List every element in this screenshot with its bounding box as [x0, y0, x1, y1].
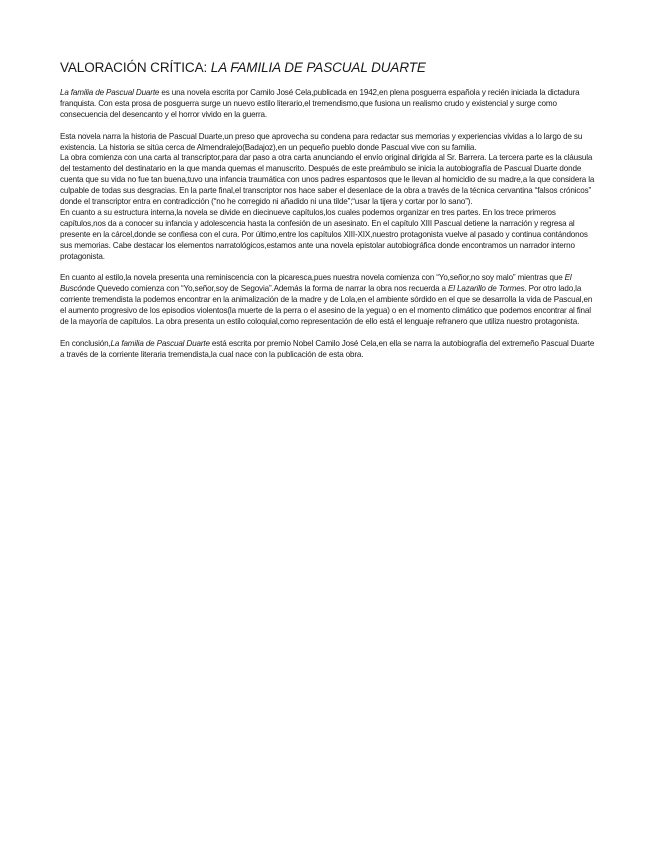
paragraph-gap	[60, 328, 600, 339]
paragraph-text: de Quevedo comienza con “Yo,señor,soy de Segovia”.Además la forma de narrar la obra nos recuerda a	[86, 284, 448, 294]
paragraph-plot: Esta novela narra la historia de Pascual Duarte,un preso que aprovecha su condena para redactar sus memorias y experiencias vividas a lo largo de su existencia. La historia se sitúa cerca de Almendralejo(Badajoz),en un pequeño pueblo donde Pascual vive con su familia.	[60, 131, 583, 152]
paragraph-structure-external: La obra comienza con una carta al transcriptor,para dar paso a otra carta anunciando el envío original dirigida al Sr. Barrera. La tercera parte es la cláusula del testamento del destinatario en la que manda quemas el manuscrito. Después de este preámbulo se inicia la autobiografía de Pascual Duarte donde cuenta que su vida no fue tan buena,tuvo una infancia traumática con unos padres espantosos que le llevan al homicidio de su madre,a la que considera la culpable de todas sus desgracias. En la parte final,el transcriptor nos hace saber el desenlace de la obra a través de la técnica cervantina “falsos crónicos” donde el transcriptor entra en contradicción (“no he corregido ni añadido ni una tilde”;“usar la tijera y cortar por lo sano”).	[60, 153, 595, 207]
paragraph-text: está escrita por premio Nobel Camilo José Cela,en ella se narra la autobiografía del extremeño Pascual Duarte a través de la corriente literaria tremendista,la cual nace con la publicación de esta obra.	[60, 338, 595, 359]
paragraph-gap	[60, 262, 600, 273]
book-title-italic: La familia de Pascual Duarte	[60, 88, 160, 97]
paragraph-gap	[60, 121, 600, 132]
paragraph-text: En cuanto al estilo,la novela presenta una reminiscencia con la picaresca,pues nuestra novela comienza con “Yo,señor,no soy malo” mientras que	[60, 273, 565, 283]
book-title-italic: La familia de Pascual Duarte	[110, 338, 210, 348]
document-page	[60, 60, 600, 361]
title-italic: LA FAMILIA DE PASCUAL DUARTE	[210, 60, 426, 75]
document-title	[60, 60, 600, 75]
paragraph-text: En conclusión,	[60, 338, 111, 348]
title-prefix: VALORACIÓN CRÍTICA:	[60, 60, 211, 75]
paragraph-text: . Por otro lado,la corriente tremendista la podemos encontrar en la animalización de la madre y de Lola,en el ambiente sórdido en el que se desarrolla la vida de Pascual,en el aumento progresivo de los episodios violentos(la muerte de la perra o el asesino de la yegua) o en el momento climático que podemos encontrar al final de la mayoría de capítulos. La obra presenta un estilo coloquial,como representación de ello está el lenguaje refranero que utiliza nuestro protagonista.	[60, 284, 593, 326]
paragraph-conclusion	[60, 339, 600, 361]
paragraph-style	[60, 273, 600, 328]
paragraph-structure-internal: En cuanto a su estructura interna,la novela se divide en diecinueve capítulos,los cuales podemos organizar en tres partes. En los trece primeros capítulos,nos da a conocer su infancia y adolescencia hasta la confesión de un asesinato. En el capítulo XIII Pascual detiene la narración y regresa al presente en la cárcel,donde se confiesa con el cura. Por último,entre los capítulos XIII-XIX,nuestro protagonista vuelve al pasado y continua contándonos sus memorias. Cabe destacar los elementos narratológicos,estamos ante una novela epistolar autobiográfica donde encontramos un narrador interno protagonista.	[60, 207, 588, 261]
book-title-italic: El Buscón	[60, 273, 572, 294]
book-title-italic: El Lazarillo de Tormes	[448, 284, 525, 294]
paragraph-text: es una novela escrita por Camilo José Cela,publicada en 1942,en plena posguerra española y recién iniciada la dictadura franquista. Con esta prosa de posguerra surge un nuevo estilo literario,el tremendismo,que fusiona un realismo crudo y existencial y surge como consecuencia del desencanto y el horror vivido en la guerra.	[60, 88, 580, 119]
paragraph-intro	[60, 88, 600, 121]
